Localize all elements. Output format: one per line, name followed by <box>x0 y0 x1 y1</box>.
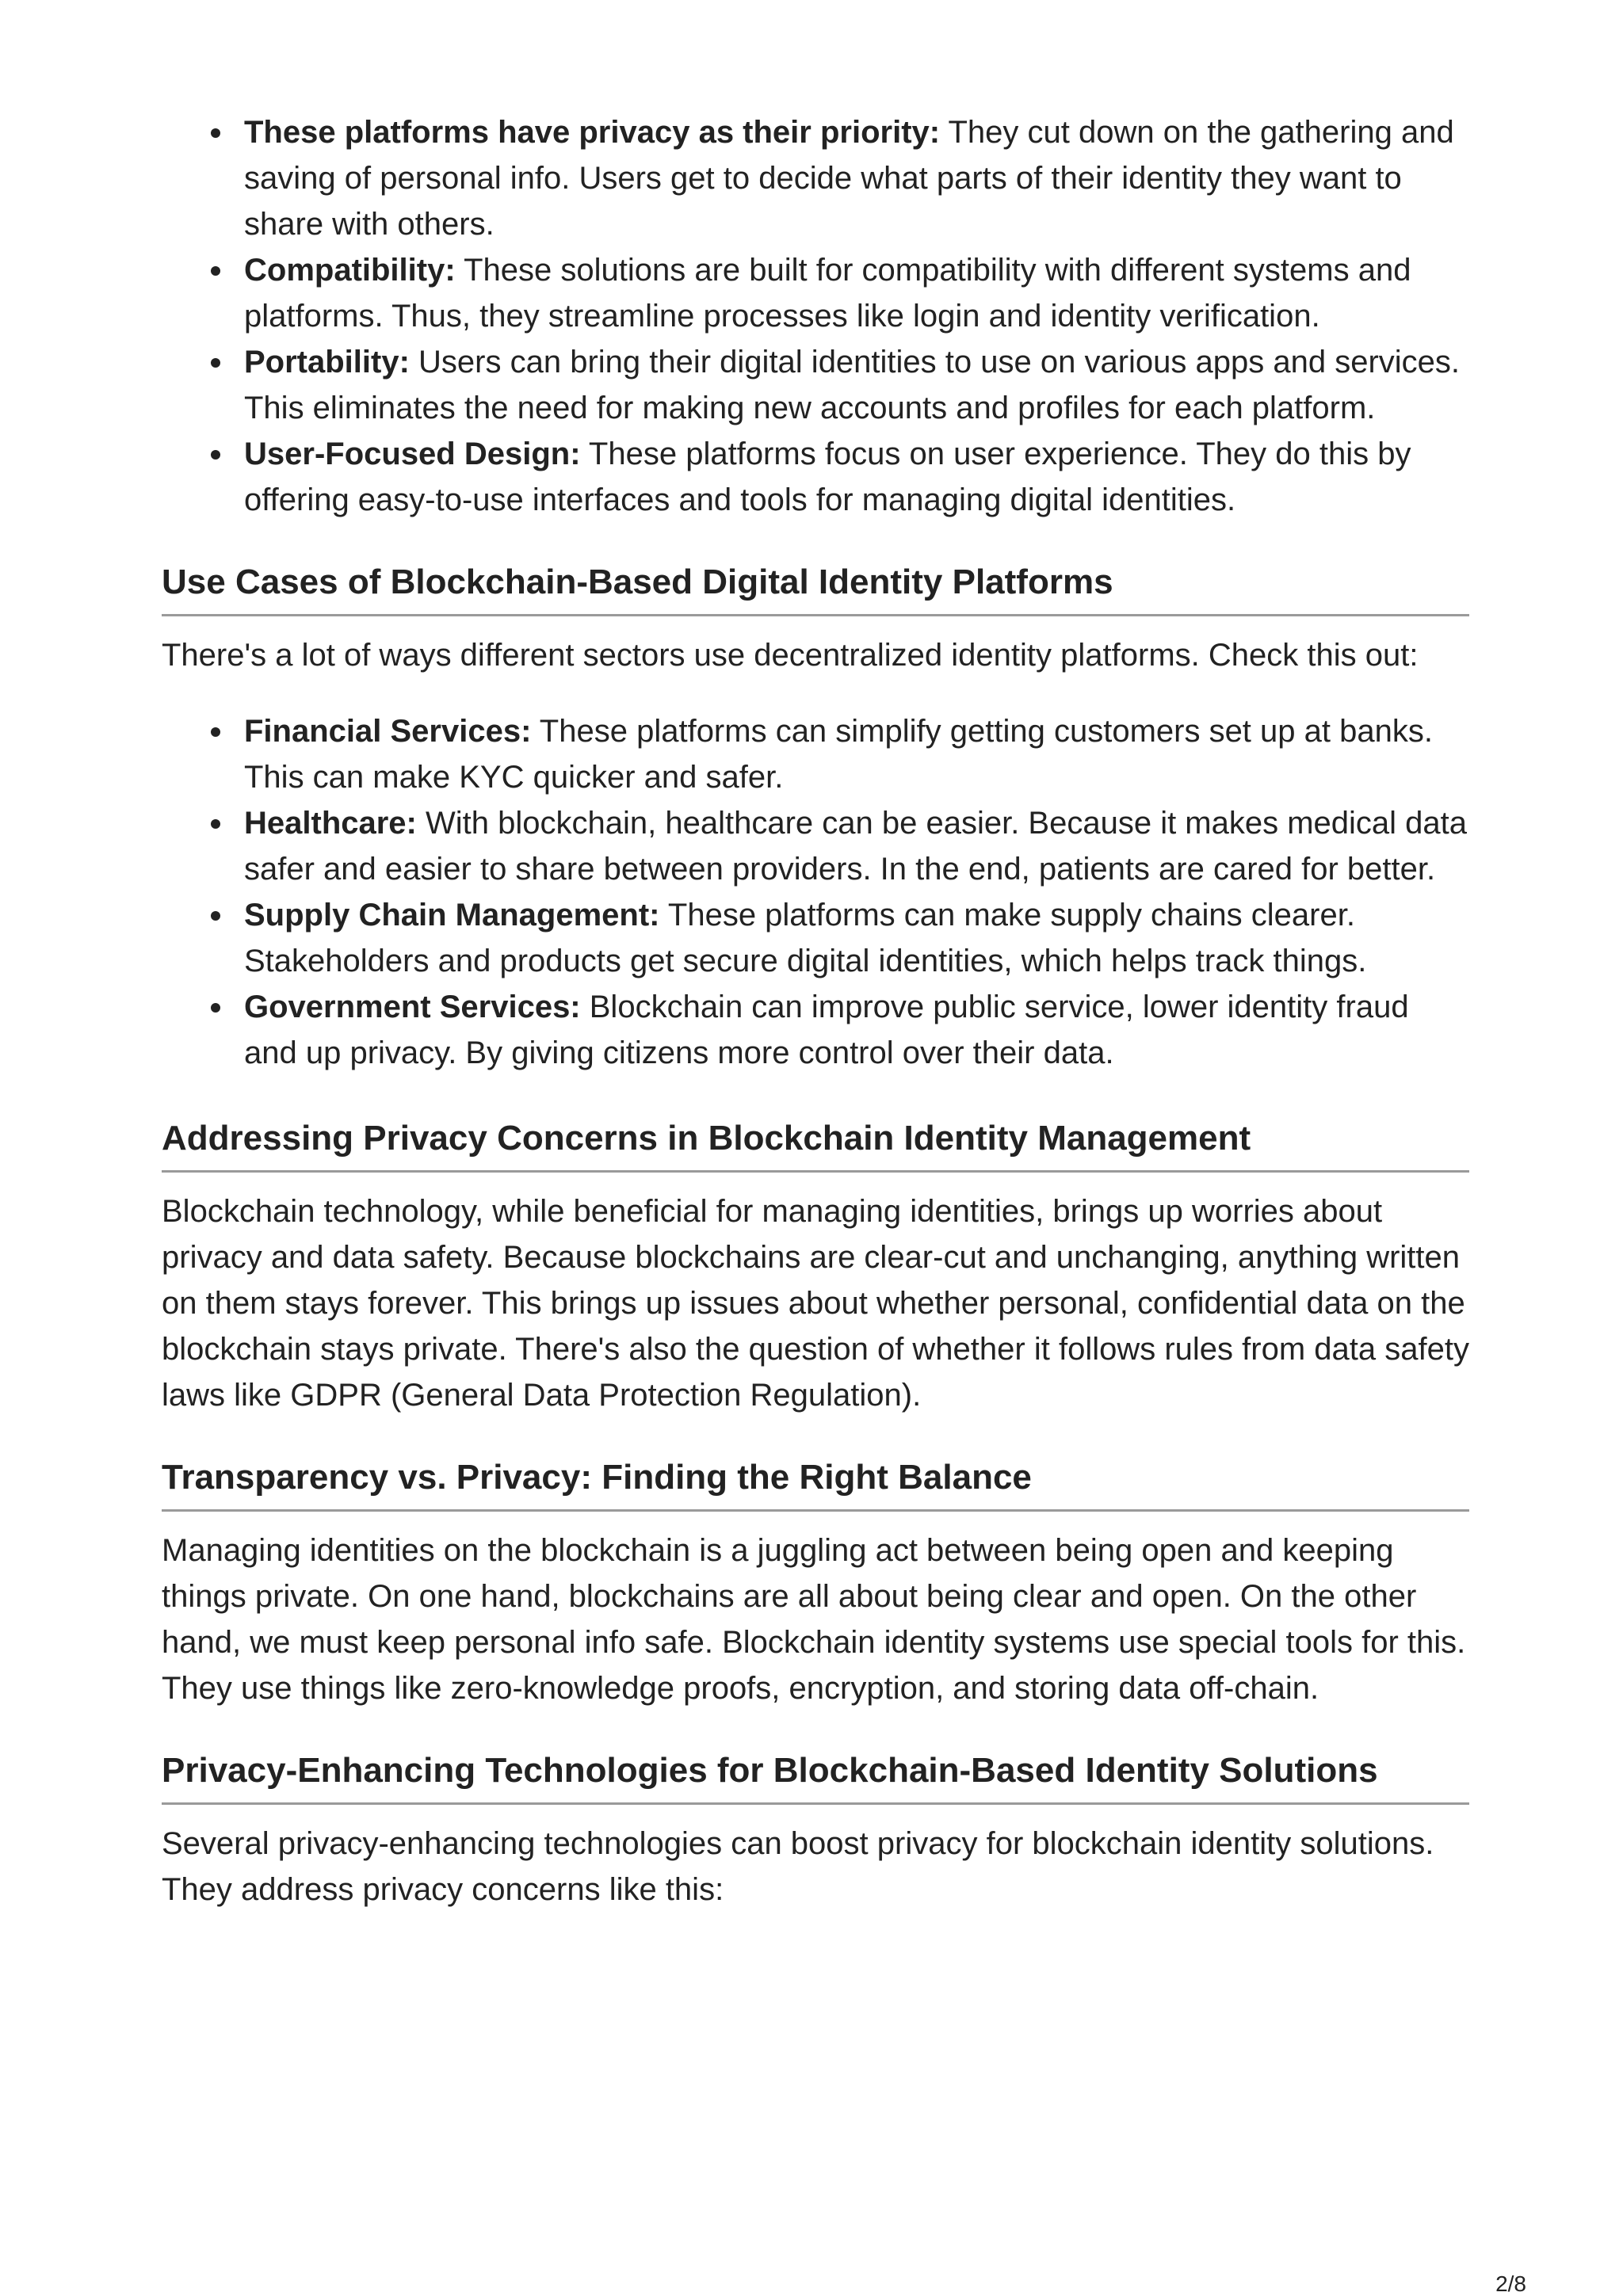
list-item <box>244 892 1469 984</box>
section-transparency <box>162 1455 1469 1711</box>
bullet-term: Healthcare: <box>244 806 417 841</box>
list-item <box>244 708 1469 800</box>
bullet-term: Government Services: <box>244 990 581 1024</box>
bullet-text: These platforms can simplify getting customers set up at banks. This can make KYC quicker and safer. <box>244 714 1433 795</box>
bullet-term: Supply Chain Management: <box>244 898 660 933</box>
intro-bullet-list <box>162 109 1469 523</box>
list-item <box>244 247 1469 339</box>
section-intro: There's a lot of ways different sectors use decentralized identity platforms. Check this out: <box>162 638 1419 673</box>
document-page <box>162 109 1469 1913</box>
section-privacy-technologies <box>162 1749 1469 1913</box>
bullet-term: Compatibility: <box>244 253 456 288</box>
section-privacy-concerns <box>162 1116 1469 1418</box>
bullet-term: User-Focused Design: <box>244 437 581 471</box>
bullet-text: They cut down on the gathering and saving of personal info. Users get to decide what parts of their identity they want to share with others. <box>244 115 1454 242</box>
section-heading: Transparency vs. Privacy: Finding the Right Balance <box>162 1455 1469 1512</box>
bullet-term: Financial Services: <box>244 714 532 749</box>
bullet-text: Users can bring their digital identities to use on various apps and services. This eliminates the need for making new accounts and profiles for each platform. <box>244 345 1461 425</box>
bullet-text: With blockchain, healthcare can be easier. Because it makes medical data safer and easier to share between providers. In the end, patients are cared for better. <box>244 806 1468 887</box>
section-heading: Privacy-Enhancing Technologies for Blockchain-Based Identity Solutions <box>162 1749 1469 1805</box>
bullet-term: Portability: <box>244 345 410 379</box>
list-item <box>244 339 1469 431</box>
section-body: Blockchain technology, while beneficial for managing identities, brings up worries about privacy and data safety. Because blockchains are clear-cut and unchanging, anything written on them stays forever. This brings up issues about whether personal, confidential data on the blockchain stays private. There's also the question of whether it follows rules from data safety laws like GDPR (General Data Protection Regulation). <box>162 1194 1469 1413</box>
section-body: Managing identities on the blockchain is a juggling act between being open and keeping things private. On one hand, blockchains are all about being clear and open. On the other hand, we must keep personal info safe. Blockchain identity systems use special tools for this. They use things like zero-knowledge proofs, encryption, and storing data off-chain. <box>162 1533 1466 1706</box>
page-number: 2/8 <box>1495 2271 1526 2296</box>
bullet-text: These solutions are built for compatibility with different systems and platforms. Thus, they streamline processes like login and identity verification. <box>244 253 1411 334</box>
list-item <box>244 984 1469 1076</box>
section-heading: Use Cases of Blockchain-Based Digital Identity Platforms <box>162 560 1469 616</box>
section-use-cases <box>162 560 1469 1076</box>
list-item <box>244 431 1469 523</box>
section-heading: Addressing Privacy Concerns in Blockchain Identity Management <box>162 1116 1469 1173</box>
bullet-text: These platforms focus on user experience. They do this by offering easy-to-use interfaces and tools for managing digital identities. <box>244 437 1411 517</box>
bullet-term: These platforms have privacy as their priority: <box>244 115 941 150</box>
list-item <box>244 800 1469 892</box>
bullet-text: These platforms can make supply chains clearer. Stakeholders and products get secure digital identities, which helps track things. <box>244 898 1367 978</box>
section-body: Several privacy-enhancing technologies can boost privacy for blockchain identity solutions. They address privacy concerns like this: <box>162 1826 1434 1907</box>
list-item <box>244 109 1469 247</box>
use-cases-bullet-list <box>162 708 1469 1076</box>
bullet-text: Blockchain can improve public service, lower identity fraud and up privacy. By giving citizens more control over their data. <box>244 990 1409 1070</box>
